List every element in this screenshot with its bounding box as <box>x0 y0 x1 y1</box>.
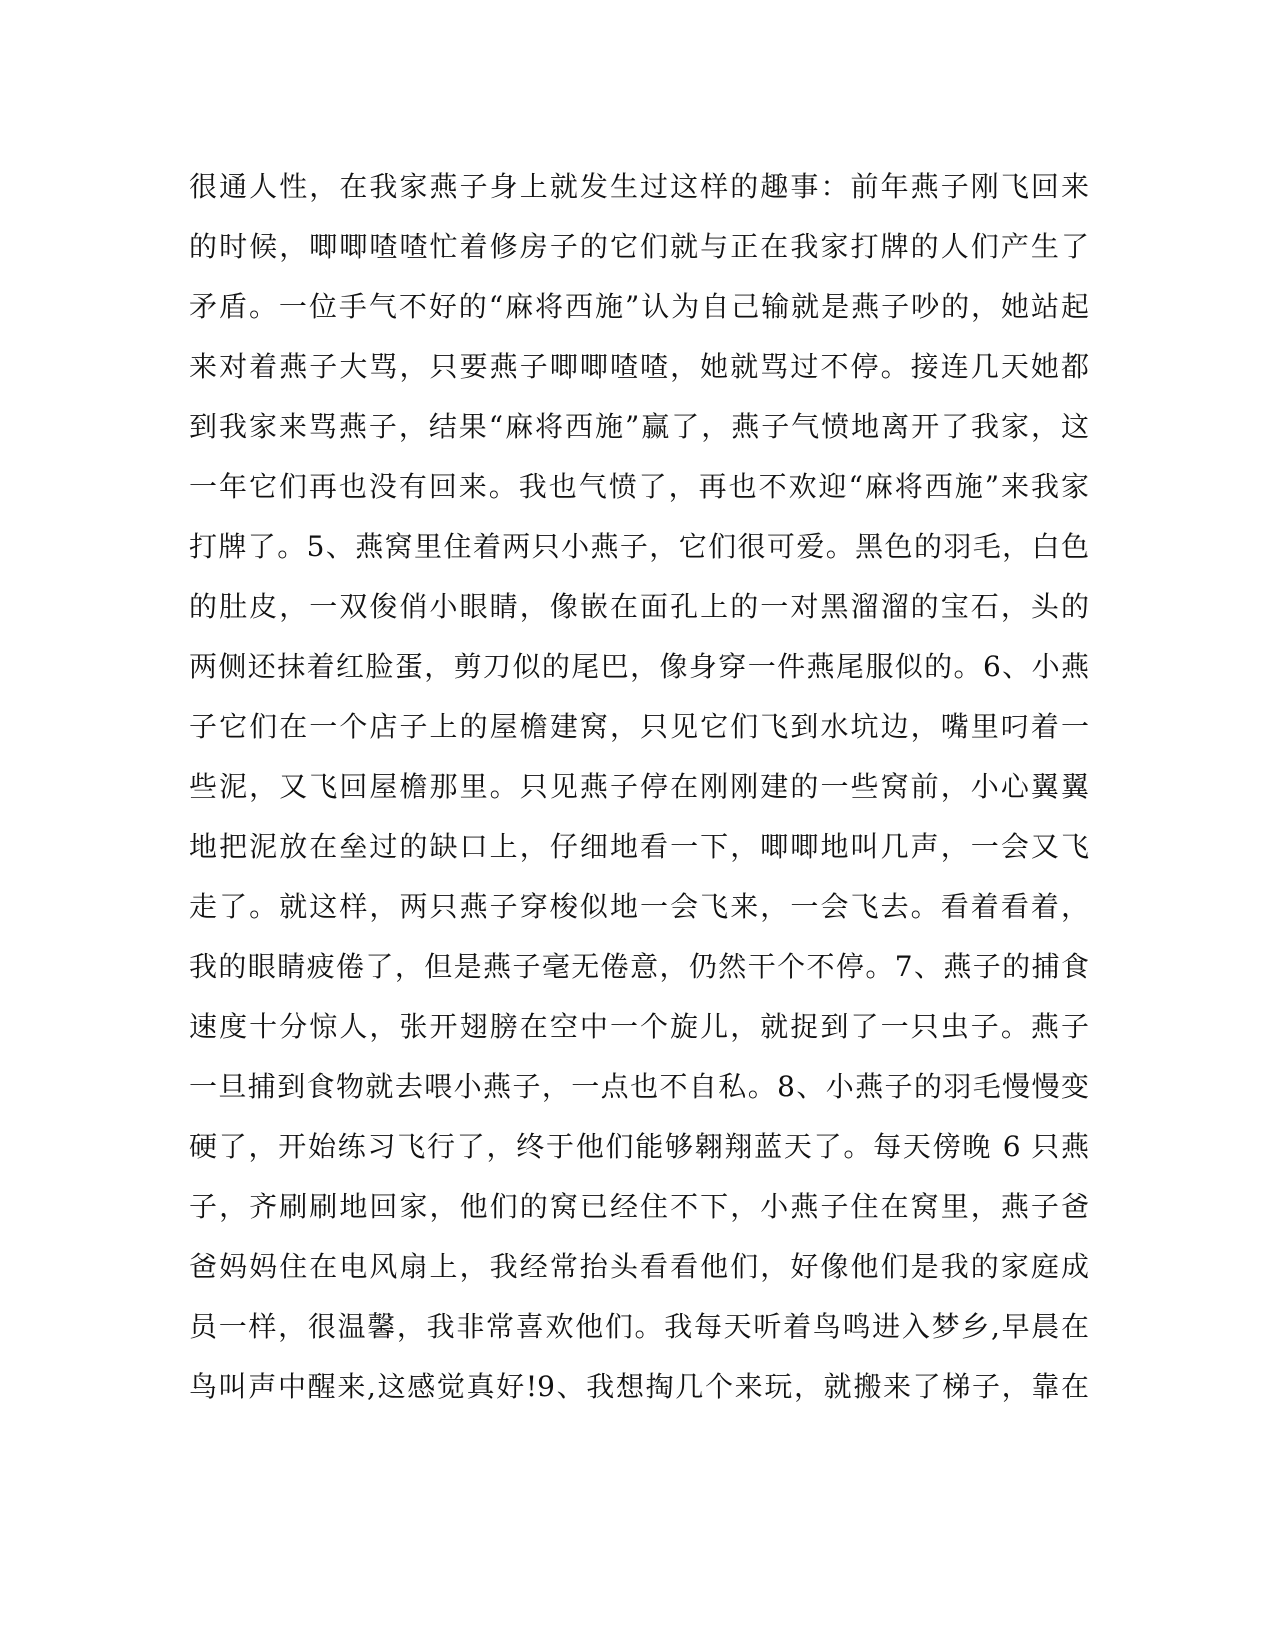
text-line: 的肚皮，一双俊俏小眼睛，像嵌在面孔上的一对黑溜溜的宝石，头的 <box>189 590 1089 623</box>
text-line: 我的眼睛疲倦了，但是燕子毫无倦意，仍然干个不停。7、燕子的捕食 <box>189 950 1089 983</box>
text-line: 子，齐刷刷地回家，他们的窝已经住不下，小燕子住在窝里，燕子爸 <box>189 1190 1089 1223</box>
text-line: 速度十分惊人，张开翅膀在空中一个旋儿，就捉到了一只虫子。燕子 <box>189 1010 1089 1043</box>
text-line: 硬了，开始练习飞行了，终于他们能够翱翔蓝天了。每天傍晚 6 只燕 <box>189 1130 1089 1163</box>
body-text <box>189 157 1089 1417</box>
text-line: 来对着燕子大骂，只要燕子唧唧喳喳，她就骂过不停。接连几天她都 <box>189 350 1089 383</box>
text-line: 很通人性，在我家燕子身上就发生过这样的趣事：前年燕子刚飞回来 <box>189 170 1089 203</box>
text-line: 两侧还抹着红脸蛋，剪刀似的尾巴，像身穿一件燕尾服似的。6、小燕 <box>189 650 1089 683</box>
text-line: 走了。就这样，两只燕子穿梭似地一会飞来，一会飞去。看着看着， <box>189 890 1089 923</box>
text-line: 到我家来骂燕子，结果“麻将西施”赢了，燕子气愤地离开了我家，这 <box>189 410 1089 443</box>
text-line: 一旦捕到食物就去喂小燕子，一点也不自私。8、小燕子的羽毛慢慢变 <box>189 1070 1089 1103</box>
text-line: 些泥，又飞回屋檐那里。只见燕子停在刚刚建的一些窝前，小心翼翼 <box>189 770 1089 803</box>
text-line: 地把泥放在垒过的缺口上，仔细地看一下，唧唧地叫几声，一会又飞 <box>189 830 1089 863</box>
text-line: 爸妈妈住在电风扇上，我经常抬头看看他们，好像他们是我的家庭成 <box>189 1250 1089 1283</box>
text-line: 的时候，唧唧喳喳忙着修房子的它们就与正在我家打牌的人们产生了 <box>189 230 1089 263</box>
text-line: 矛盾。一位手气不好的“麻将西施”认为自己输就是燕子吵的，她站起 <box>189 290 1089 323</box>
text-line: 子它们在一个店子上的屋檐建窝，只见它们飞到水坑边，嘴里叼着一 <box>189 710 1089 743</box>
text-line: 打牌了。5、燕窝里住着两只小燕子，它们很可爱。黑色的羽毛，白色 <box>189 530 1089 563</box>
text-line: 一年它们再也没有回来。我也气愤了，再也不欢迎“麻将西施”来我家 <box>189 470 1089 503</box>
text-line: 员一样，很温馨，我非常喜欢他们。我每天听着鸟鸣进入梦乡,早晨在 <box>189 1310 1089 1343</box>
text-line: 鸟叫声中醒来,这感觉真好!9、我想掏几个来玩，就搬来了梯子，靠在 <box>189 1370 1089 1403</box>
